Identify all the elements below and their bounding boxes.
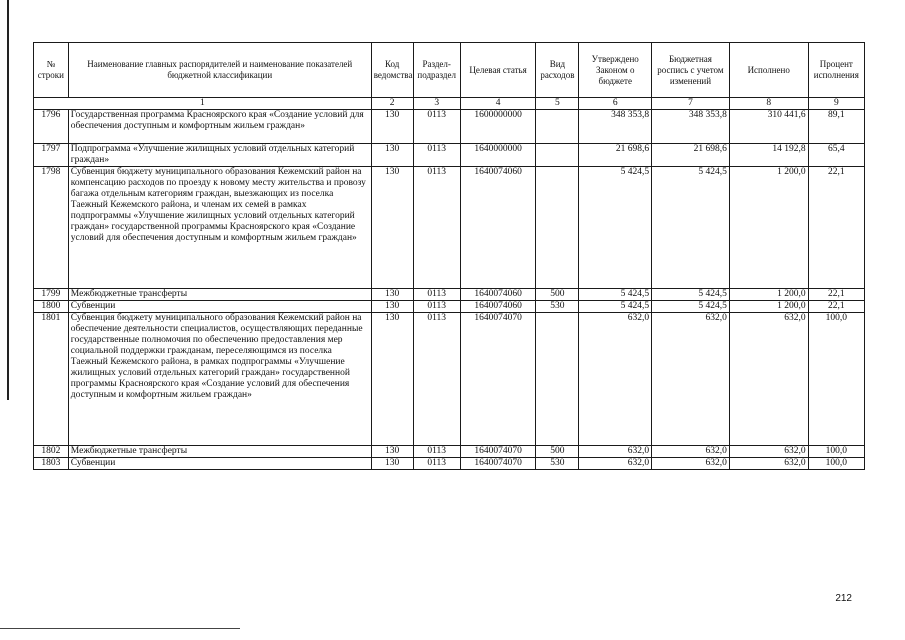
section-code: 0113 xyxy=(413,458,460,470)
column-number: 2 xyxy=(371,98,413,110)
expense-type xyxy=(536,313,579,446)
header-schedule: Бюджетная роспись с учетом изменений xyxy=(652,43,730,98)
table-row xyxy=(34,458,865,470)
expense-type: 530 xyxy=(536,458,579,470)
schedule-amount: 21 698,6 xyxy=(652,144,730,167)
executed-amount: 632,0 xyxy=(729,313,808,446)
table-row xyxy=(34,110,865,144)
row-name: Субвенции xyxy=(68,301,371,313)
binding-edge-line xyxy=(7,0,9,400)
row-number: 1799 xyxy=(34,289,69,301)
section-code: 0113 xyxy=(413,144,460,167)
approved-amount: 348 353,8 xyxy=(579,110,652,144)
row-name: Межбюджетные трансферты xyxy=(68,289,371,301)
column-number: 6 xyxy=(579,98,652,110)
header-target-article: Целевая статья xyxy=(460,43,536,98)
page-number: 212 xyxy=(835,593,852,604)
department-code: 130 xyxy=(371,446,413,458)
section-code: 0113 xyxy=(413,313,460,446)
target-article: 1640074060 xyxy=(460,289,536,301)
schedule-amount: 5 424,5 xyxy=(652,289,730,301)
header-percent: Процент исполнения xyxy=(808,43,864,98)
section-code: 0113 xyxy=(413,446,460,458)
row-number: 1802 xyxy=(34,446,69,458)
budget-execution-table xyxy=(33,42,865,470)
row-number: 1801 xyxy=(34,313,69,446)
executed-amount: 632,0 xyxy=(729,446,808,458)
expense-type: 530 xyxy=(536,301,579,313)
target-article: 1640074070 xyxy=(460,313,536,446)
row-name: Субвенции xyxy=(68,458,371,470)
column-number: 1 xyxy=(34,98,372,110)
column-number: 4 xyxy=(460,98,536,110)
schedule-amount: 348 353,8 xyxy=(652,110,730,144)
execution-percent: 22,1 xyxy=(808,301,864,313)
row-number: 1796 xyxy=(34,110,69,144)
header-department-code: Код ведомства xyxy=(371,43,413,98)
row-number: 1803 xyxy=(34,458,69,470)
target-article: 1640074070 xyxy=(460,458,536,470)
scan-artifact-line xyxy=(0,628,240,629)
approved-amount: 5 424,5 xyxy=(579,289,652,301)
target-article: 1640000000 xyxy=(460,144,536,167)
table-row xyxy=(34,144,865,167)
target-article: 1600000000 xyxy=(460,110,536,144)
expense-type: 500 xyxy=(536,289,579,301)
approved-amount: 632,0 xyxy=(579,458,652,470)
row-name: Межбюджетные трансферты xyxy=(68,446,371,458)
row-number: 1800 xyxy=(34,301,69,313)
schedule-amount: 5 424,5 xyxy=(652,301,730,313)
row-name: Подпрограмма «Улучшение жилищных условий отдельных категорий граждан» xyxy=(68,144,371,167)
department-code: 130 xyxy=(371,313,413,446)
executed-amount: 632,0 xyxy=(729,458,808,470)
target-article: 1640074070 xyxy=(460,446,536,458)
expense-type xyxy=(536,110,579,144)
header-name: Наименование главных распорядителей и наименование показателей бюджетной классификации xyxy=(68,43,371,98)
approved-amount: 5 424,5 xyxy=(579,301,652,313)
execution-percent: 100,0 xyxy=(808,458,864,470)
section-code: 0113 xyxy=(413,110,460,144)
expense-type xyxy=(536,144,579,167)
section-code: 0113 xyxy=(413,289,460,301)
header-section: Раздел-подраздел xyxy=(413,43,460,98)
row-name: Субвенция бюджету муниципального образования Кежемский район на компенсацию расходов по проезду к новому месту жительства и провозу багажа отдельным категориям граждан, выезжающих из поселка Таежный Кежемского района, и членам их семей в рамках подпрограммы «Улучшение жилищных условий отдельных категорий граждан» государственной программы Красноярского края «Создание условий для обеспечения доступным и комфортным жильем граждан» xyxy=(68,167,371,289)
executed-amount: 310 441,6 xyxy=(729,110,808,144)
column-number-row xyxy=(34,98,865,110)
executed-amount: 1 200,0 xyxy=(729,301,808,313)
row-number: 1798 xyxy=(34,167,69,289)
table-row xyxy=(34,446,865,458)
execution-percent: 65,4 xyxy=(808,144,864,167)
executed-amount: 1 200,0 xyxy=(729,167,808,289)
table-row xyxy=(34,313,865,446)
department-code: 130 xyxy=(371,144,413,167)
header-row-number: № строки xyxy=(34,43,69,98)
expense-type: 500 xyxy=(536,446,579,458)
section-code: 0113 xyxy=(413,301,460,313)
schedule-amount: 632,0 xyxy=(652,313,730,446)
column-number: 9 xyxy=(808,98,864,110)
department-code: 130 xyxy=(371,110,413,144)
column-number: 8 xyxy=(729,98,808,110)
executed-amount: 1 200,0 xyxy=(729,289,808,301)
execution-percent: 89,1 xyxy=(808,110,864,144)
department-code: 130 xyxy=(371,289,413,301)
target-article: 1640074060 xyxy=(460,301,536,313)
header-row xyxy=(34,43,865,98)
department-code: 130 xyxy=(371,458,413,470)
column-number: 3 xyxy=(413,98,460,110)
schedule-amount: 5 424,5 xyxy=(652,167,730,289)
header-expense-type: Вид расходов xyxy=(536,43,579,98)
execution-percent: 22,1 xyxy=(808,167,864,289)
row-number: 1797 xyxy=(34,144,69,167)
section-code: 0113 xyxy=(413,167,460,289)
table-row xyxy=(34,301,865,313)
header-approved: Утверждено Законом о бюджете xyxy=(579,43,652,98)
approved-amount: 5 424,5 xyxy=(579,167,652,289)
approved-amount: 632,0 xyxy=(579,446,652,458)
row-name: Субвенция бюджету муниципального образования Кежемский район на обеспечение деятельности специалистов, осуществляющих переданные государственные полномочия по обеспечению предоставления мер социальной поддержки гражданам, переселяющимся из поселка Таежный Кежемского района, в рамках подпрограммы «Улучшение жилищных условий отдельных категорий граждан» государственной программы Красноярского края «Создание условий для обеспечения доступным и комфортным жильем граждан» xyxy=(68,313,371,446)
schedule-amount: 632,0 xyxy=(652,458,730,470)
executed-amount: 14 192,8 xyxy=(729,144,808,167)
department-code: 130 xyxy=(371,167,413,289)
row-name: Государственная программа Красноярского края «Создание условий для обеспечения доступным и комфортным жильем граждан» xyxy=(68,110,371,144)
header-executed: Исполнено xyxy=(729,43,808,98)
approved-amount: 632,0 xyxy=(579,313,652,446)
department-code: 130 xyxy=(371,301,413,313)
approved-amount: 21 698,6 xyxy=(579,144,652,167)
execution-percent: 22,1 xyxy=(808,289,864,301)
column-number: 5 xyxy=(536,98,579,110)
table-row xyxy=(34,289,865,301)
schedule-amount: 632,0 xyxy=(652,446,730,458)
target-article: 1640074060 xyxy=(460,167,536,289)
column-number: 7 xyxy=(652,98,730,110)
execution-percent: 100,0 xyxy=(808,313,864,446)
expense-type xyxy=(536,167,579,289)
execution-percent: 100,0 xyxy=(808,446,864,458)
table-row xyxy=(34,167,865,289)
